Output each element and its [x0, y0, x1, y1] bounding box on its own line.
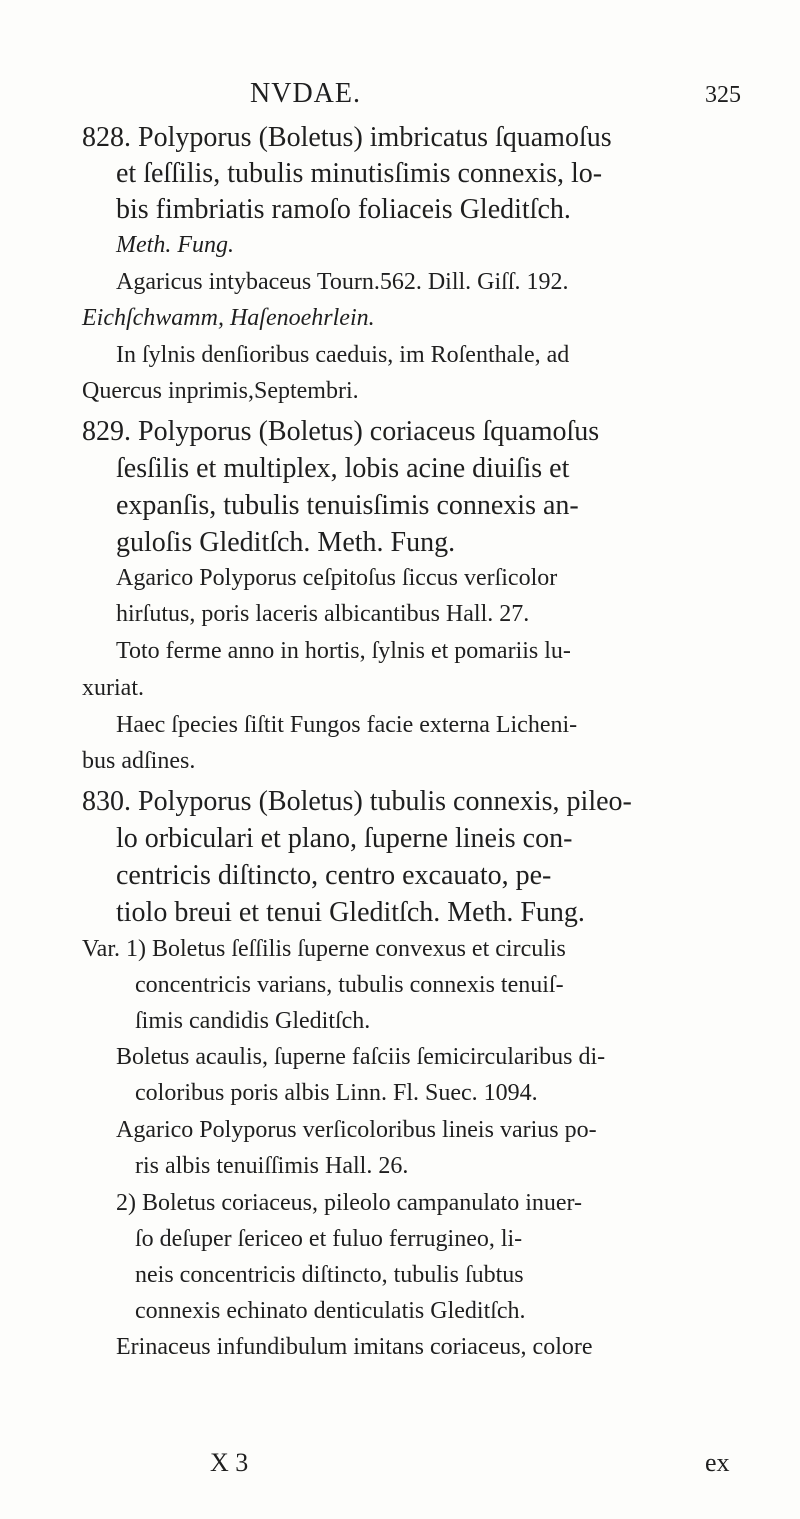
text-line: In ſylnis denſioribus caeduis, im Roſenthale, ad	[116, 342, 570, 368]
text-line: ris albis tenuiſſimis Hall. 26.	[135, 1153, 409, 1179]
text-line: Boletus acaulis, ſuperne faſciis ſemicircularibus di-	[116, 1044, 606, 1070]
text-line: xuriat.	[82, 675, 144, 701]
text-line: Agarico Polyporus verſicoloribus lineis varius po-	[116, 1117, 597, 1143]
catchword: ex	[705, 1448, 730, 1477]
text-line: 828. Polyporus (Boletus) imbricatus ſquamoſus	[82, 122, 612, 153]
text-line: et ſeſſilis, tubulis minutisſimis connexis, lo-	[116, 158, 603, 189]
text-line: neis concentricis diſtincto, tubulis ſubtus	[135, 1262, 524, 1288]
text-line: Haec ſpecies ſiſtit Fungos facie externa Licheni-	[116, 712, 578, 738]
text-line: 2) Boletus coriaceus, pileolo campanulato inuer-	[116, 1190, 583, 1216]
text-line: tiolo breui et tenui Gleditſch. Meth. Fung.	[116, 897, 585, 928]
text-line: ſo deſuper ſericeo et fuluo ferrugineo, li-	[135, 1226, 523, 1252]
text-line: connexis echinato denticulatis Gleditſch.	[135, 1298, 526, 1324]
text-line: bis fimbriatis ramoſo foliaceis Gleditſch.	[116, 194, 571, 225]
text-line: ſimis candidis Gleditſch.	[135, 1008, 371, 1034]
page-header	[0, 78, 800, 118]
text-line: centricis diſtincto, centro excauato, pe-	[116, 860, 552, 891]
text-line: expanſis, tubulis tenuisſimis connexis an-	[116, 490, 579, 521]
text-line: 829. Polyporus (Boletus) coriaceus ſquamoſus	[82, 416, 600, 447]
text-line: Toto ferme anno in hortis, ſylnis et pomariis lu-	[116, 638, 571, 664]
text-line: Quercus inprimis,Septembri.	[82, 378, 359, 404]
text-line: Agaricus intybaceus Tourn.562. Dill. Giſſ. 192.	[116, 269, 569, 295]
running-title: NVDAE.	[250, 78, 361, 109]
text-line: Agarico Polyporus ceſpitoſus ſiccus verſicolor	[116, 565, 558, 591]
text-line: 830. Polyporus (Boletus) tubulis connexis, pileo-	[82, 786, 632, 817]
text-line: Var. 1) Boletus ſeſſilis ſuperne convexus et circulis	[82, 936, 566, 962]
text-line: Erinaceus infundibulum imitans coriaceus, colore	[116, 1334, 593, 1360]
text-line: Meth. Fung.	[116, 232, 234, 258]
text-line: guloſis Gleditſch. Meth. Fung.	[116, 527, 456, 558]
text-line: hirſutus, poris laceris albicantibus Hall. 27.	[116, 601, 530, 627]
page-number: 325	[705, 82, 741, 108]
text-line: bus adſines.	[82, 748, 196, 774]
text-line: ſesſilis et multiplex, lobis acine diuiſis et	[116, 453, 570, 484]
text-line: coloribus poris albis Linn. Fl. Suec. 1094.	[135, 1080, 538, 1106]
signature-mark: X 3	[210, 1448, 249, 1477]
page-footer	[0, 1448, 800, 1488]
text-line: lo orbiculari et plano, ſuperne lineis con-	[116, 823, 573, 854]
text-line: concentricis varians, tubulis connexis tenuiſ-	[135, 972, 564, 998]
text-line: Eichſchwamm, Haſenoehrlein.	[82, 305, 375, 331]
